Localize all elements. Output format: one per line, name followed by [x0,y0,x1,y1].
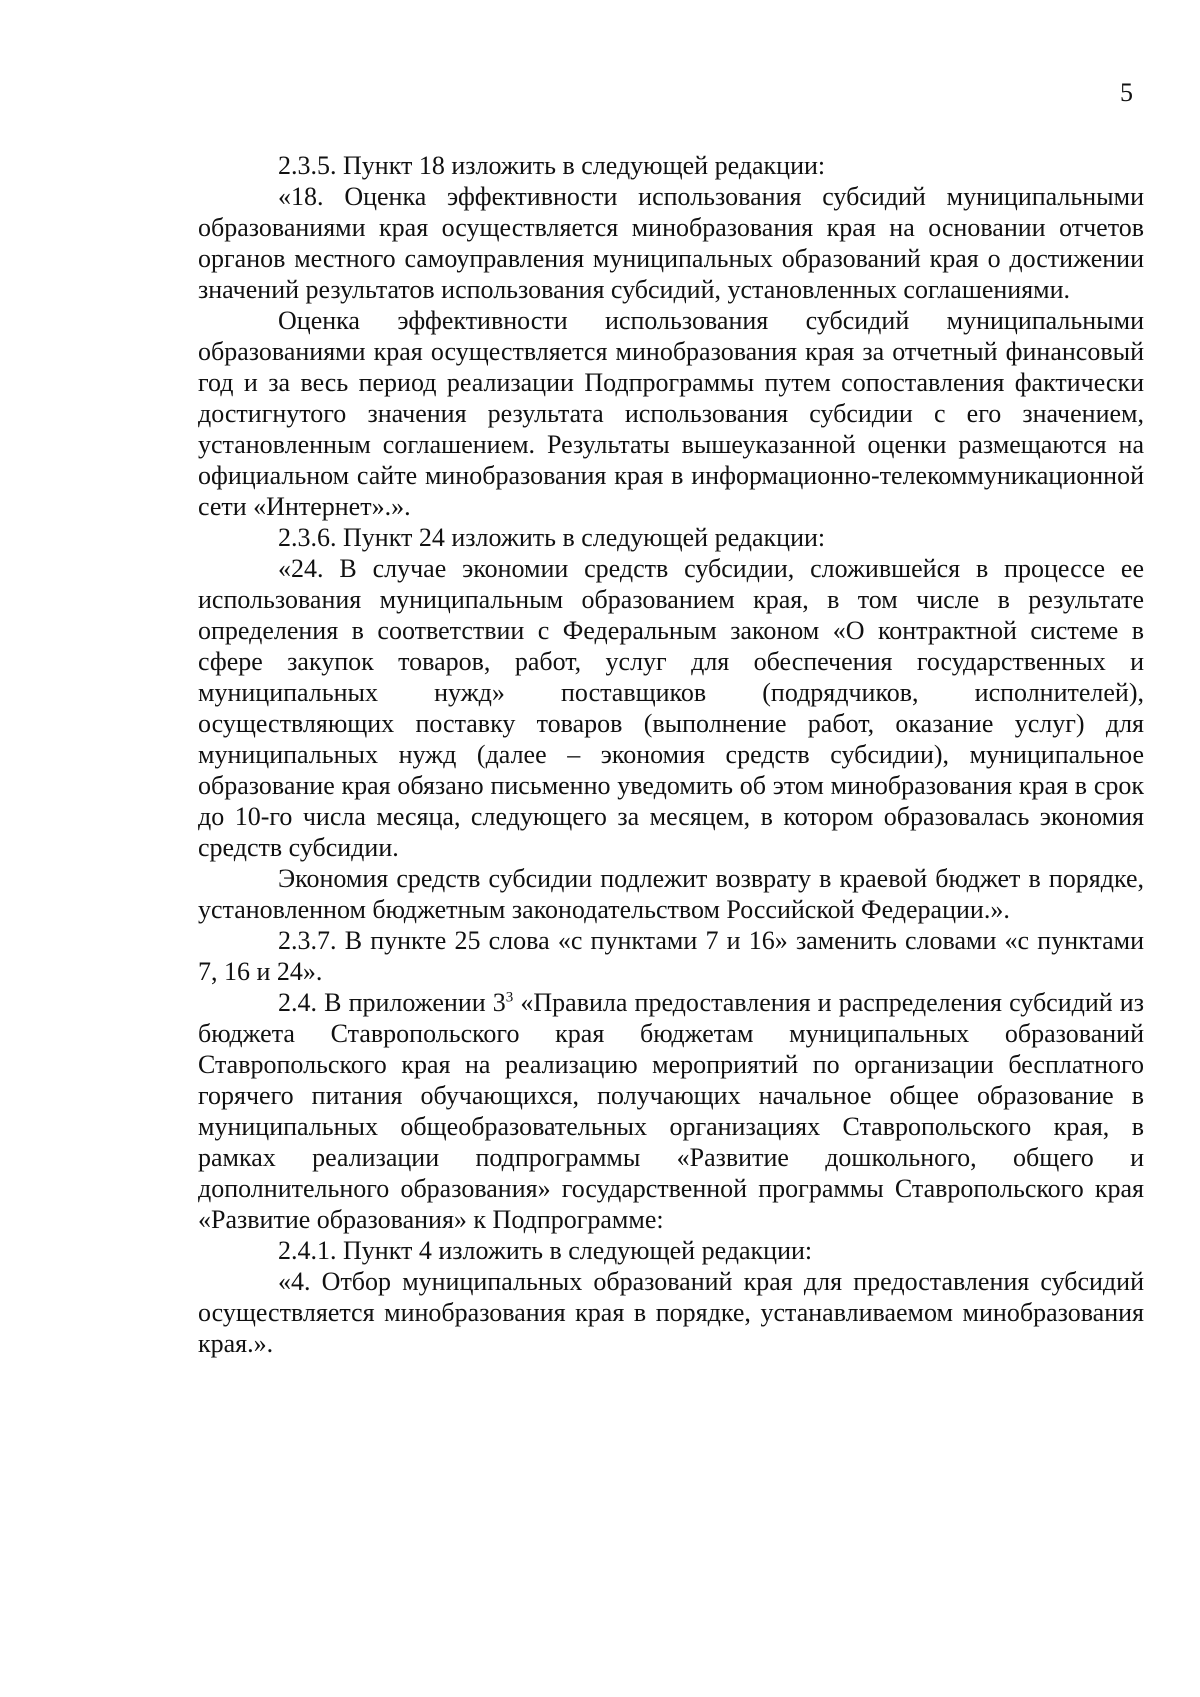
paragraph-evaluation: Оценка эффективности использования субсидий муниципальными образованиями края осуществляется минобразования края за отчетный финансовый год и за весь период реализации Подпрограммы путем сопоставления фактически достигнутого значения результата использования субсидии с его значением, установленным соглашением. Результаты вышеуказанной оценки размещаются на официальном сайте минобразования края в информационно-телекоммуникационной сети «Интернет».». [198,306,1144,521]
paragraph-savings-return: Экономия средств субсидии подлежит возврату в краевой бюджет в порядке, установленном бюджетным законодательством Российской Федерации.». [198,864,1144,924]
paragraph-2-3-7: 2.3.7. В пункте 25 слова «с пунктами 7 и 16» заменить словами «с пунктами 7, 16 и 24». [198,926,1144,986]
paragraph-item-24: «24. В случае экономии средств субсидии, сложившейся в процессе ее использования муниципальным образованием края, в том числе в результате определения в соответствии с Федеральным законом «О контрактной системе в сфере закупок товаров, работ, услуг для обеспечения государственных и муниципальных нужд» поставщиков (подрядчиков, исполнителей), осуществляющих поставку товаров (выполнение работ, оказание услуг) для муниципальных нужд (далее – экономия средств субсидии), муниципальное образование края обязано письменно уведомить об этом минобразования края в срок до 10-го числа месяца, следующего за месяцем, в котором образовалась экономия средств субсидии. [198,554,1144,862]
paragraph-2-4-text-after: «Правила предоставления и распределения субсидий из бюджета Ставропольского края бюджетам муниципальных образований Ставропольского края на реализацию мероприятий по организации бесплатного горячего питания обучающихся, получающих начальное общее образование в муниципальных общеобразовательных организациях Ставропольского края, в рамках реализации подпрограммы «Развитие дошкольного, общего и дополнительного образования» государственной программы Ставропольского края «Развитие образования» к Подпрограмме: [198,988,1144,1234]
paragraph-item-18: «18. Оценка эффективности использования субсидий муниципальными образованиями края осуществляется минобразования края на основании отчетов органов местного самоуправления муниципальных образований края о достижении значений результатов использования субсидий, установленных соглашениями. [198,182,1144,304]
paragraph-item-4: «4. Отбор муниципальных образований края для предоставления субсидий осуществляется минобразования края в порядке, устанавливаемом минобразования края.». [198,1267,1144,1358]
appendix-superscript: 3 [505,989,514,1006]
paragraph-2-4-1-heading: 2.4.1. Пункт 4 изложить в следующей редакции: [278,1236,813,1265]
paragraph-2-3-5-heading: 2.3.5. Пункт 18 изложить в следующей редакции: [278,151,826,180]
page-number: 5 [1120,78,1133,107]
paragraph-2-4-text-before: 2.4. В приложении 3 [278,988,506,1017]
document-body [198,150,1144,1359]
paragraph-2-3-6-heading: 2.3.6. Пункт 24 изложить в следующей редакции: [278,523,826,552]
paragraph-2-4 [198,987,1144,1235]
